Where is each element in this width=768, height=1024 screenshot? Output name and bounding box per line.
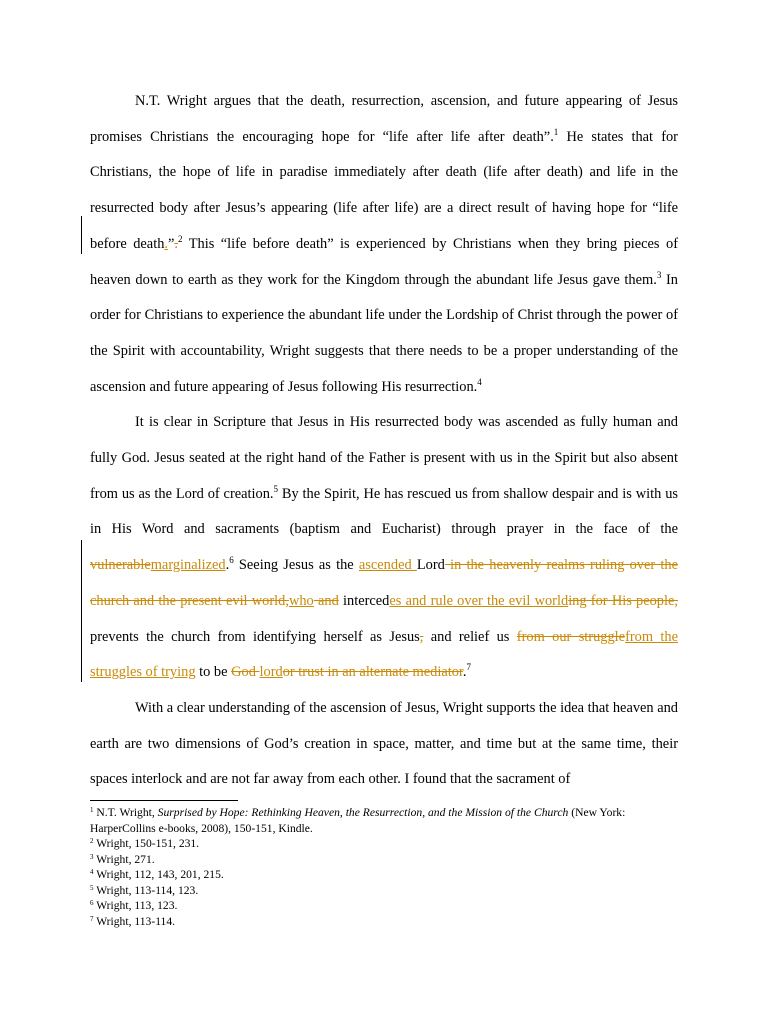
deletion: ing for His people, xyxy=(568,592,678,609)
footnotes xyxy=(90,800,678,929)
deletion: . xyxy=(174,235,178,252)
footnote-ref[interactable]: 7 xyxy=(466,662,472,673)
footnote xyxy=(90,836,678,852)
footnote-number: 6 xyxy=(90,899,94,907)
footnote-text: Wright, 113-114. xyxy=(96,914,176,928)
footnote-number: 7 xyxy=(90,914,94,923)
paragraph xyxy=(90,691,678,798)
footnote-ref[interactable]: 6 xyxy=(229,555,234,566)
insertion: ascended xyxy=(358,557,417,574)
text-run: interced xyxy=(338,592,390,609)
footnote xyxy=(90,914,678,930)
text-run: By the Spirit, He has rescued us from shallow despair and is with us in His Word and sacraments (baptism and Eucharist) through prayer in the face of the xyxy=(90,485,678,538)
text-run: He states that for Christians, the hope of life in paradise immediately after death (life after death) and life in the resurrected body after Jesus’s appearing (life after life) are a direct result of having hope for “life before death xyxy=(90,128,678,252)
footnote xyxy=(90,898,678,914)
text-run: In order for Christians to experience the abundant life under the Lordship of Christ through the power of the Spirit with accountability, Wright suggests that there needs to be a proper understanding of the ascension and future appearing of Jesus following His resurrection. xyxy=(90,271,678,395)
change-bar xyxy=(81,540,82,682)
footnote-ref[interactable]: 1 xyxy=(553,126,559,137)
footnote-ref[interactable]: 4 xyxy=(477,376,482,387)
deletion: or trust in an alternate mediator xyxy=(282,664,463,681)
footnote-text: N.T. Wright, xyxy=(96,806,158,819)
footnote-text: Wright, 113, 123. xyxy=(96,899,178,912)
text-run: Seeing Jesus as the xyxy=(233,557,359,574)
paragraph xyxy=(90,405,678,691)
footnote-text: (New York: HarperCollins e-books, 2008), 150-151, Kindle. xyxy=(90,806,626,835)
footnote-ref[interactable]: 3 xyxy=(656,269,662,280)
deletion: God xyxy=(231,664,260,681)
footnote-text: Wright, 113-114, 123. xyxy=(96,883,199,897)
footnote-number: 3 xyxy=(90,852,94,861)
footnote-ref[interactable]: 5 xyxy=(273,483,278,494)
footnote-number: 2 xyxy=(90,837,94,845)
text-run: . xyxy=(462,664,467,681)
footnote xyxy=(90,883,678,899)
footnote-number: 5 xyxy=(90,883,94,892)
text-run: prevents the church from identifying herself as Jesus xyxy=(90,628,420,645)
text-run: . xyxy=(225,557,230,574)
footnote-separator xyxy=(90,800,238,801)
insertion: marginalized xyxy=(150,557,226,574)
footnote-title: Surprised by Hope: Rethinking Heaven, the Resurrection, and the Mission of the Church xyxy=(157,806,569,819)
footnote-number: 4 xyxy=(90,868,94,876)
deletion: , xyxy=(419,628,424,645)
text-run: With a clear understanding of the ascension of Jesus, Wright supports the idea that heaven and earth are two dimensions of God’s creation in space, matter, and time but at the same time, their spaces interlock and are not far away from each other. I found that the sacrament of xyxy=(90,699,678,788)
text-run: to be xyxy=(195,664,232,681)
footnote-ref[interactable]: 2 xyxy=(178,233,183,244)
change-bar xyxy=(81,216,82,254)
document-body xyxy=(90,84,678,798)
deletion: and xyxy=(313,592,339,609)
footnote-number: 1 xyxy=(90,806,94,814)
footnote-text: Wright, 150-151, 231. xyxy=(96,837,200,850)
footnote-text: Wright, 271. xyxy=(96,852,155,866)
insertion: es and rule over the evil world xyxy=(389,592,569,609)
text-run: N.T. Wright argues that the death, resurrection, ascension, and future appearing of Jesus promises Christians the encouraging hope for “life after life after death”. xyxy=(90,93,678,145)
insertion: who xyxy=(288,592,314,609)
footnote xyxy=(90,805,678,836)
deletion: in the heavenly realms ruling over the church and the present evil world, xyxy=(90,557,678,609)
deletion: from our struggle xyxy=(516,628,626,645)
text-run: ” xyxy=(168,235,175,252)
text-run: Lord xyxy=(416,557,445,574)
text-run: and relief us xyxy=(423,628,517,645)
insertion: from the struggles of trying xyxy=(90,628,678,681)
text-run: It is clear in Scripture that Jesus in His resurrected body was ascended as fully human and fully God. Jesus seated at the right hand of the Father is present with us in the Spirit but also absent from us as the Lord of creation. xyxy=(90,414,678,502)
footnote xyxy=(90,852,678,868)
insertion: . xyxy=(164,235,168,252)
text-run: This “life before death” is experienced by Christians when they bring pieces of heaven down to earth as they work for the Kingdom through the abundant life Jesus gave them. xyxy=(90,235,678,288)
deletion: vulnerable xyxy=(90,557,151,574)
footnote xyxy=(90,867,678,883)
paragraph xyxy=(90,84,678,405)
footnote-text: Wright, 112, 143, 201, 215. xyxy=(96,868,224,881)
insertion: lord xyxy=(259,664,283,681)
